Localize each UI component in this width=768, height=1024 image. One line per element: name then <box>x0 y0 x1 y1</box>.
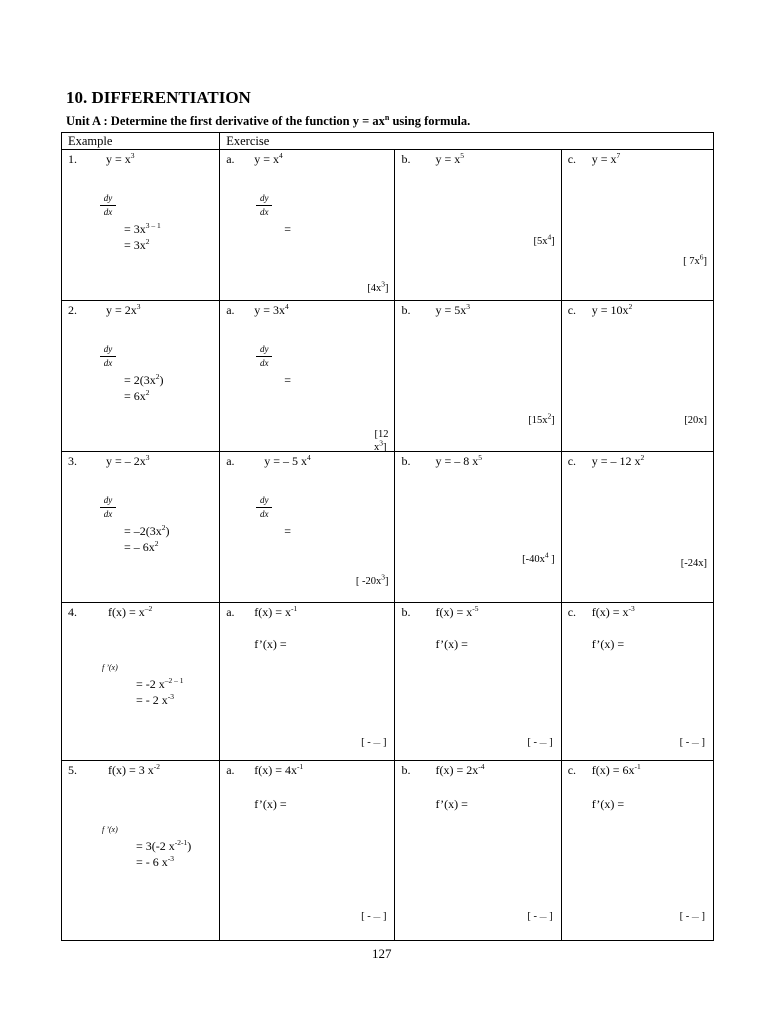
exercise-label: c. <box>567 454 577 468</box>
step-text: = - 6 x <box>136 855 168 869</box>
exercise-cell-a[interactable] <box>220 301 395 452</box>
exercise-header: Exercise <box>220 133 714 150</box>
example-cell <box>62 452 220 603</box>
table-row <box>62 301 714 452</box>
function-exponent: 2 <box>628 302 633 311</box>
example-step-1 <box>124 373 164 388</box>
step-exponent: -2-1 <box>174 838 188 847</box>
exercise-cell-a[interactable] <box>220 603 395 761</box>
function-base: y = x <box>435 152 461 166</box>
answer-exponent: 4 <box>547 232 552 242</box>
example-function-base: y = – 2x <box>106 454 146 468</box>
answer-equals: = <box>284 524 292 538</box>
header-row <box>62 133 714 150</box>
function-exponent: -3 <box>628 604 635 613</box>
example-function <box>106 303 141 318</box>
fraction-numerator: dy <box>103 495 113 505</box>
example-function <box>106 454 150 469</box>
step-exponent: 2 <box>145 237 150 246</box>
exercise-label: c. <box>567 303 577 317</box>
page-title: 10. DIFFERENTIATION <box>66 88 251 107</box>
table-row <box>62 603 714 761</box>
function-exponent: -4 <box>478 762 485 771</box>
example-function <box>106 152 135 167</box>
answer-key <box>361 737 386 748</box>
answer-text: [ - <box>679 737 692 748</box>
answer-key <box>683 252 707 267</box>
exercise-cell-c[interactable] <box>561 301 713 452</box>
function-exponent: 5 <box>460 151 465 160</box>
exercise-cell-a[interactable] <box>220 761 395 941</box>
function-exponent: -1 <box>297 762 304 771</box>
function-exponent: -5 <box>472 604 479 613</box>
answer-equals: = <box>284 222 292 236</box>
example-function-base: f(x) = x <box>108 605 145 619</box>
exercise-cell-a[interactable] <box>220 452 395 603</box>
answer-key <box>367 279 389 294</box>
function-exponent: -1 <box>291 604 298 613</box>
example-step-2 <box>136 855 174 870</box>
instruction-text: Unit A : Determine the first derivative of the function y = ax <box>66 114 385 128</box>
example-function-exponent: 3 <box>136 302 141 311</box>
answer-text: [-40x <box>522 554 545 565</box>
derivative-prompt: f’(x) = <box>254 637 287 651</box>
function-base: y = x <box>591 152 617 166</box>
step-exponent: 2 <box>161 523 166 532</box>
answer-text: [ -20x <box>355 576 382 587</box>
example-number: 5. <box>68 763 77 777</box>
table-row <box>62 761 714 941</box>
function-base: y = – 12 x <box>591 454 641 468</box>
answer-text: [ - <box>527 911 540 922</box>
fraction-numerator: dy <box>259 344 269 354</box>
answer-close: ] <box>698 737 705 748</box>
example-function <box>108 605 152 620</box>
example-function-exponent: -2 <box>153 762 161 771</box>
fraction-numerator: dy <box>259 495 269 505</box>
function-base: f(x) = x <box>591 605 629 619</box>
function-exponent: 7 <box>616 151 621 160</box>
derivative-prompt: f’(x) = <box>435 797 468 811</box>
exercise-function <box>254 152 283 167</box>
example-cell <box>62 603 220 761</box>
derivative-prompt: f’(x) = <box>591 797 625 811</box>
exercise-label: c. <box>567 152 577 166</box>
fraction-denominator: dx <box>259 207 269 217</box>
exercise-cell-c[interactable] <box>561 150 713 301</box>
example-step-2 <box>124 238 150 253</box>
answer-key <box>361 911 386 922</box>
exercise-cell-b[interactable] <box>395 301 561 452</box>
answer-close: ] <box>551 236 555 247</box>
exercise-function <box>254 763 303 778</box>
exercise-function <box>592 303 633 318</box>
exercise-cell-b[interactable] <box>395 761 561 941</box>
answer-fraction: — <box>373 739 381 747</box>
answer-text: [4x <box>367 283 382 294</box>
exercise-function <box>435 454 482 469</box>
exercise-function <box>592 763 641 778</box>
answer-exponent: 2 <box>547 411 552 421</box>
answer-fraction: — <box>539 913 547 921</box>
exercise-cell-c[interactable] <box>561 603 713 761</box>
example-step-2 <box>124 389 150 404</box>
example-cell <box>62 301 220 452</box>
function-base: f(x) = 2x <box>435 763 479 777</box>
answer-fraction: — <box>539 739 547 747</box>
exercise-label: c. <box>567 605 577 619</box>
fraction-denominator: dx <box>103 358 113 368</box>
example-header: Example <box>62 133 220 150</box>
exercise-cell-a[interactable] <box>220 150 395 301</box>
example-cell <box>62 150 220 301</box>
step-text: = 3x <box>124 238 146 252</box>
answer-exponent: 4 <box>544 550 549 560</box>
fraction-denominator: dx <box>259 358 269 368</box>
answer-text: [ - <box>361 737 374 748</box>
step-close: ) <box>187 839 192 853</box>
derivative-prompt: f’(x) = <box>254 797 287 811</box>
answer-close: ] <box>382 442 387 453</box>
instruction-tail: using formula. <box>389 114 471 128</box>
example-function-base: y = 2x <box>106 303 137 317</box>
example-step-1 <box>136 839 191 854</box>
answer-fraction: — <box>691 913 699 921</box>
step-close: ) <box>159 373 164 387</box>
example-number: 1. <box>68 152 77 166</box>
step-text: = - 2 x <box>136 693 168 707</box>
fraction-numerator: dy <box>103 344 113 354</box>
answer-exponent: 3 <box>381 279 385 289</box>
derivative-prompt: f’(x) = <box>591 637 625 651</box>
exercise-label: a. <box>226 454 235 468</box>
answer-text: [ - <box>679 911 692 922</box>
step-exponent: 2 <box>154 539 159 548</box>
unit-instruction <box>66 114 470 129</box>
example-function-base: y = x <box>106 152 131 166</box>
exercise-function <box>264 454 311 469</box>
example-function <box>108 763 160 778</box>
function-base: y = – 8 x <box>435 454 479 468</box>
function-base: y = 5x <box>435 303 467 317</box>
exercise-function <box>435 152 464 167</box>
exercise-label: c. <box>567 763 577 777</box>
exercise-label: b. <box>401 763 411 777</box>
answer-text: [ - <box>527 737 540 748</box>
step-text: = -2 x <box>136 677 165 691</box>
answer-key <box>533 232 555 247</box>
step-exponent: -3 <box>167 854 175 863</box>
answer-close: ] <box>384 283 389 294</box>
answer-key <box>527 911 552 922</box>
exercise-label: b. <box>401 454 411 468</box>
answer-text: x <box>373 442 380 453</box>
dy-dx-fraction <box>256 345 272 368</box>
dy-dx-fraction <box>256 194 272 217</box>
function-base: f(x) = x <box>435 605 473 619</box>
answer-key: [12 <box>374 429 389 440</box>
answer-close: ] <box>703 256 707 267</box>
function-exponent: 4 <box>279 151 283 160</box>
example-function-exponent: –2 <box>144 604 153 613</box>
answer-close: ] <box>698 911 705 922</box>
function-base: f(x) = 6x <box>591 763 635 777</box>
exercise-function <box>592 152 621 167</box>
step-text: = –2(3x <box>124 524 162 538</box>
step-text: = 6x <box>124 389 146 403</box>
function-base: f(x) = x <box>254 605 291 619</box>
dy-dx-fraction <box>100 496 116 519</box>
page-number: 127 <box>372 946 392 961</box>
answer-equals: = <box>284 373 292 387</box>
example-number: 3. <box>68 454 77 468</box>
example-step-1 <box>124 524 170 539</box>
function-base: y = – 5 x <box>264 454 308 468</box>
exercise-function <box>435 763 484 778</box>
example-step-1 <box>136 677 184 692</box>
function-base: y = 3x <box>254 303 286 317</box>
function-exponent: 3 <box>466 302 471 311</box>
answer-text: [5x <box>533 236 548 247</box>
exercise-label: b. <box>401 303 411 317</box>
example-step-1 <box>124 222 161 237</box>
exercise-label: a. <box>226 152 235 166</box>
function-exponent: 4 <box>285 302 289 311</box>
step-text: = – 6x <box>124 540 155 554</box>
exercise-label: a. <box>226 303 235 317</box>
fraction-denominator: dx <box>103 509 113 519</box>
answer-close: ] <box>380 737 387 748</box>
fraction-numerator: dy <box>259 193 269 203</box>
exercise-label: b. <box>401 605 411 619</box>
function-exponent: 5 <box>478 453 483 462</box>
dy-dx-fraction <box>256 496 272 519</box>
exercise-label: b. <box>401 152 411 166</box>
answer-text: [ 7x <box>683 256 700 267</box>
exercise-cell-b[interactable] <box>395 603 561 761</box>
exercise-cell-b[interactable] <box>395 150 561 301</box>
exercise-cell-b[interactable] <box>395 452 561 603</box>
answer-text: [15x <box>528 415 548 426</box>
function-base: y = 10x <box>591 303 629 317</box>
example-function-exponent: 3 <box>130 151 135 160</box>
derivative-notation: f ’(x) <box>102 825 118 834</box>
answer-fraction: — <box>691 739 699 747</box>
answer-key: [-24x] <box>680 558 707 569</box>
exercise-label: a. <box>226 763 235 777</box>
dy-dx-fraction <box>100 345 116 368</box>
step-text: = 3x <box>124 222 146 236</box>
exercise-cell-c[interactable] <box>561 761 713 941</box>
exercise-cell-c[interactable] <box>561 452 713 603</box>
answer-exponent: 3 <box>381 572 385 582</box>
step-exponent: 3 – 1 <box>145 221 161 230</box>
answer-exponent: 3 <box>379 438 383 448</box>
example-number: 2. <box>68 303 77 317</box>
exercise-function <box>592 605 635 620</box>
fraction-denominator: dx <box>259 509 269 519</box>
answer-key <box>680 737 705 748</box>
fraction-denominator: dx <box>103 207 113 217</box>
answer-text: [ - <box>361 911 374 922</box>
exercise-function <box>254 303 289 318</box>
exercise-function <box>254 605 297 620</box>
exercise-function <box>435 605 478 620</box>
fraction-numerator: dy <box>103 193 113 203</box>
derivative-notation: f ’(x) <box>102 663 118 672</box>
step-exponent: –2 – 1 <box>164 676 184 685</box>
example-step-2 <box>136 693 174 708</box>
step-exponent: -3 <box>167 692 175 701</box>
function-base: f(x) = 4x <box>254 763 297 777</box>
example-function-base: f(x) = 3 x <box>108 763 154 777</box>
instruction-exponent: n <box>384 112 390 122</box>
example-step-2 <box>124 540 159 555</box>
function-base: y = x <box>254 152 280 166</box>
answer-close: ] <box>546 911 553 922</box>
exercise-function <box>435 303 470 318</box>
function-exponent: 2 <box>640 453 645 462</box>
answer-key <box>522 550 555 565</box>
answer-key: [20x] <box>684 415 707 426</box>
example-number: 4. <box>68 605 77 619</box>
answer-close: ] <box>384 576 389 587</box>
example-cell <box>62 761 220 941</box>
answer-close: ] <box>546 737 553 748</box>
answer-close: ] <box>548 554 555 565</box>
function-exponent: -1 <box>634 762 641 771</box>
step-exponent: 2 <box>145 388 150 397</box>
answer-key <box>680 911 705 922</box>
exercise-function <box>592 454 645 469</box>
step-text: = 2(3x <box>124 373 156 387</box>
answer-fraction: — <box>373 913 381 921</box>
step-text: = 3(-2 x <box>136 839 175 853</box>
exercise-label: a. <box>226 605 235 619</box>
answer-close: ] <box>551 415 555 426</box>
exercise-table <box>61 132 714 941</box>
dy-dx-fraction <box>100 194 116 217</box>
answer-key <box>355 572 389 587</box>
answer-key <box>528 411 555 426</box>
derivative-prompt: f’(x) = <box>435 637 468 651</box>
function-exponent: 4 <box>307 453 311 462</box>
answer-key <box>527 737 552 748</box>
answer-close: ] <box>380 911 387 922</box>
step-close: ) <box>165 524 170 538</box>
table-row <box>62 452 714 603</box>
example-function-exponent: 3 <box>145 453 150 462</box>
step-exponent: 2 <box>155 372 160 381</box>
table-row <box>62 150 714 301</box>
answer-exponent: 6 <box>699 252 704 262</box>
